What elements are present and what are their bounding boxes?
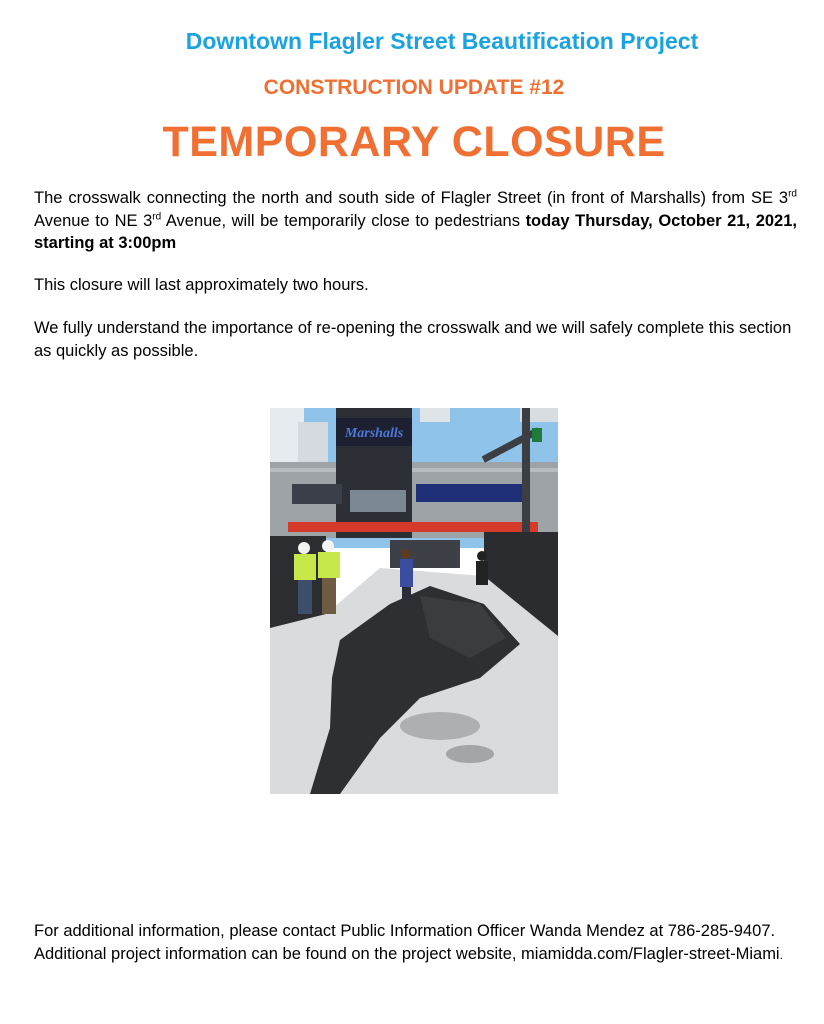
closure-headline: TEMPORARY CLOSURE xyxy=(162,118,666,166)
project-title: Downtown Flagler Street Beautification Project xyxy=(185,28,699,54)
p1-sup-1: rd xyxy=(788,188,797,200)
p1-sup-2: rd xyxy=(152,211,162,222)
store-sign: Marshalls xyxy=(344,426,404,441)
p1-text-c: Avenue, will be temporarily close to pedestrians xyxy=(161,211,526,230)
contact-footer xyxy=(34,920,804,966)
construction-photo xyxy=(270,408,558,794)
closure-details-paragraph xyxy=(34,187,797,255)
p1-text-a: The crosswalk connecting the north and south side of Flagler Street (in front of Marshalls) from SE 3 xyxy=(34,189,789,207)
footer-text: For additional information, please contact Public Information Officer Wanda Mendez at 786-285-9407. Additional project information can be found on the project website, miamidda.com/Flagler-street-Miami xyxy=(34,922,780,963)
footer-period: . xyxy=(779,947,783,962)
reopening-paragraph: We fully understand the importance of re-opening the crosswalk and we will safely complete this section as quickly as possible. xyxy=(34,319,792,360)
p1-text-b: Avenue to NE 3 xyxy=(34,211,153,230)
closure-date-time: today Thursday, October 21, 2021, starting at 3:00pm xyxy=(34,211,797,252)
update-label: CONSTRUCTION UPDATE #12 xyxy=(263,76,565,99)
duration-paragraph: This closure will last approximately two hours. xyxy=(34,276,369,294)
